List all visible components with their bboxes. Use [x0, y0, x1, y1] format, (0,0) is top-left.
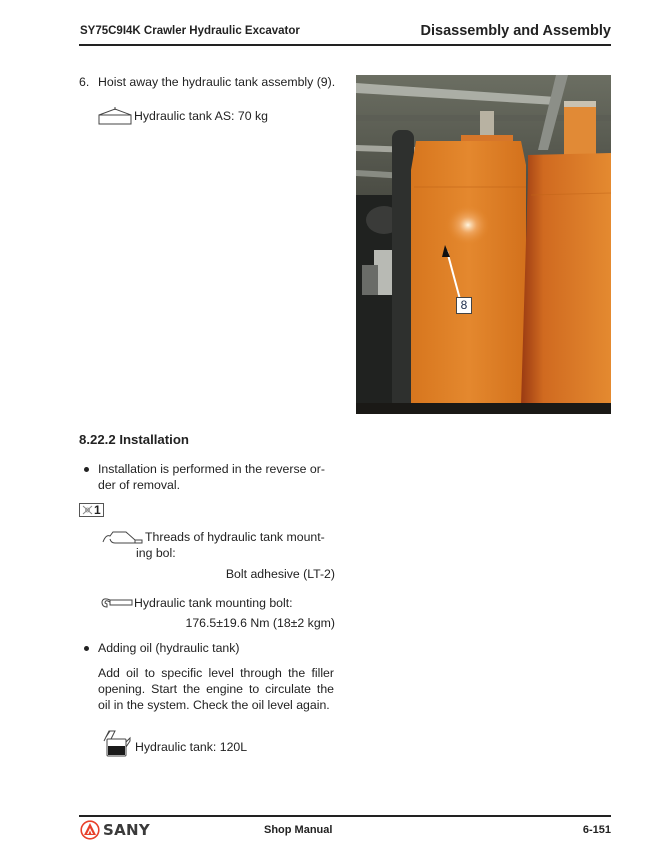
hydraulic-tank-photo	[356, 75, 611, 414]
section-title-installation: 8.22.2 Installation	[79, 432, 189, 447]
header-chapter: Disassembly and Assembly	[420, 23, 611, 39]
bullet1-line2: der of removal.	[98, 478, 181, 492]
bullet-dot	[84, 467, 89, 472]
step-number: 6.	[79, 75, 90, 89]
header-model: SY75C9I4K Crawler Hydraulic Excavator	[80, 25, 300, 37]
adhesive-line2: ing bol:	[136, 546, 176, 560]
callout-label-8: 8	[456, 297, 472, 314]
oil-para-line2: opening. Start the engine to circulate the	[98, 682, 334, 696]
bullet-reverse-order	[98, 461, 334, 493]
adhesive-value: Bolt adhesive (LT-2)	[225, 567, 335, 581]
header-rule	[79, 44, 611, 46]
oil-capacity-spec	[101, 729, 247, 757]
oil-para-line3: oil in the system. Check the oil level again.	[98, 698, 330, 712]
page-number: 6-151	[582, 824, 611, 836]
footer-manual-name: Shop Manual	[264, 824, 333, 836]
bullet-dot	[84, 646, 89, 651]
torque-spec	[101, 595, 335, 631]
step-text: Hoist away the hydraulic tank assembly (9).	[98, 75, 336, 89]
step-6	[79, 74, 335, 90]
oil-para-line1: Add oil to specific level through the filler	[98, 666, 334, 680]
brand-name: SANY	[103, 821, 151, 839]
oil-capacity-text: Hydraulic tank: 120L	[135, 740, 248, 754]
weight-spec	[98, 107, 268, 125]
weight-text: Hydraulic tank AS: 70 kg	[134, 109, 268, 123]
torque-value: 176.5±19.6 Nm (18±2 kgm)	[185, 616, 335, 630]
adhesive-tube-icon	[101, 530, 143, 544]
oil-can-icon	[101, 729, 133, 757]
sany-logo-icon	[80, 820, 100, 840]
adhesive-spec	[101, 529, 335, 582]
adhesive-line1: Threads of hydraulic tank mount-	[145, 530, 325, 544]
note-x1-icon	[79, 503, 104, 517]
note-number: 1	[94, 503, 101, 517]
sany-logo	[80, 820, 150, 840]
bullet1-line1: Installation is performed in the reverse or-	[98, 462, 325, 476]
hoist-weight-icon	[98, 107, 132, 125]
torque-label: Hydraulic tank mounting bolt:	[134, 596, 293, 610]
torque-wrench-icon	[101, 597, 133, 609]
oil-paragraph	[98, 665, 334, 713]
footer-rule	[79, 815, 611, 817]
bullet-adding-oil: Adding oil (hydraulic tank)	[98, 641, 240, 655]
